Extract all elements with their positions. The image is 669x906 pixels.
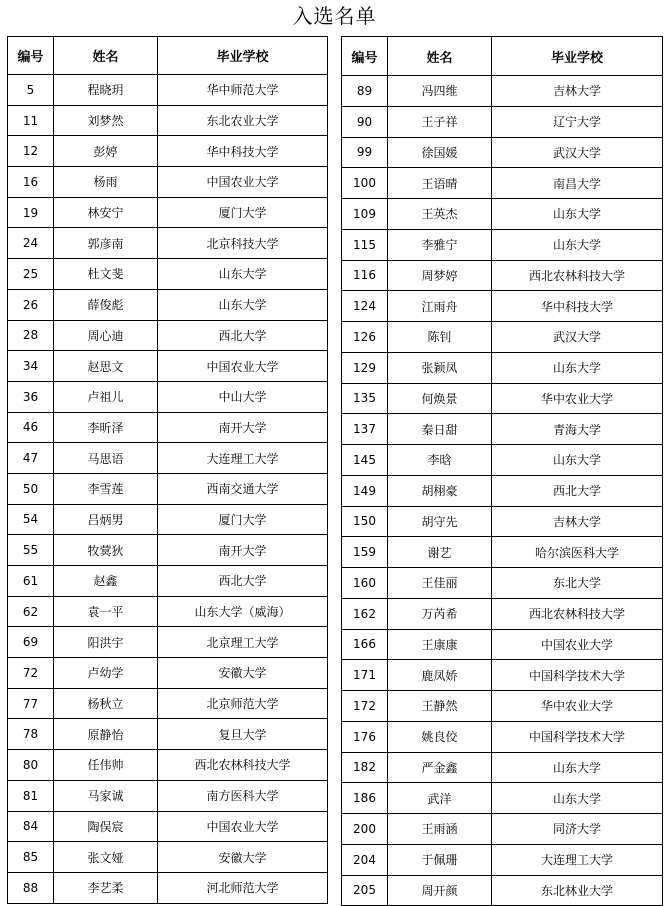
cell-school: 辽宁大学	[492, 106, 663, 137]
cell-name: 林安宁	[54, 197, 158, 228]
cell-name: 胡栩豪	[388, 475, 492, 506]
cell-num: 34	[8, 351, 54, 382]
cell-num: 186	[342, 783, 388, 814]
table-row	[342, 414, 663, 445]
cell-school: 安徽大学	[158, 658, 328, 689]
cell-num: 99	[342, 137, 388, 168]
cell-school: 中国农业大学	[492, 629, 663, 660]
cell-school: 武汉大学	[492, 322, 663, 353]
table-row	[342, 814, 663, 845]
cell-num: 115	[342, 229, 388, 260]
cell-num: 24	[8, 228, 54, 259]
cell-num: 135	[342, 383, 388, 414]
cell-name: 周心迪	[54, 320, 158, 351]
cell-school: 西北农林科技大学	[492, 260, 663, 291]
cell-num: 50	[8, 473, 54, 504]
cell-name: 李昕泽	[54, 412, 158, 443]
cell-school: 西北大学	[158, 320, 328, 351]
cell-school: 大连理工大学	[158, 443, 328, 474]
cell-num: 137	[342, 414, 388, 445]
cell-name: 原静怡	[54, 719, 158, 750]
cell-num: 116	[342, 260, 388, 291]
cell-school: 中国科学技术大学	[492, 660, 663, 691]
cell-school: 东北大学	[492, 568, 663, 599]
roster-table-left	[7, 36, 328, 904]
table-row	[8, 566, 328, 597]
table-row	[342, 137, 663, 168]
table-row	[342, 475, 663, 506]
cell-name: 王静然	[388, 691, 492, 722]
cell-num: 81	[8, 780, 54, 811]
cell-name: 周梦婷	[388, 260, 492, 291]
cell-name: 于佩珊	[388, 844, 492, 875]
cell-num: 69	[8, 627, 54, 658]
cell-num: 129	[342, 352, 388, 383]
cell-num: 126	[342, 322, 388, 353]
cell-name: 鹿凤娇	[388, 660, 492, 691]
table-row	[8, 688, 328, 719]
cell-school: 山东大学	[492, 199, 663, 230]
cell-school: 西北大学	[492, 475, 663, 506]
cell-name: 何焕景	[388, 383, 492, 414]
table-row	[342, 568, 663, 599]
table-row	[342, 260, 663, 291]
cell-num: 159	[342, 537, 388, 568]
cell-num: 182	[342, 752, 388, 783]
cell-school: 中山大学	[158, 381, 328, 412]
table-row	[8, 167, 328, 198]
header-num: 编号	[8, 37, 54, 75]
cell-name: 吕炳男	[54, 504, 158, 535]
table-row	[8, 842, 328, 873]
cell-name: 李雅宁	[388, 229, 492, 260]
cell-school: 华中农业大学	[492, 691, 663, 722]
header-school: 毕业学校	[158, 37, 328, 75]
table-row	[8, 320, 328, 351]
table-row	[8, 719, 328, 750]
cell-school: 西南交通大学	[158, 473, 328, 504]
cell-num: 160	[342, 568, 388, 599]
table-row	[342, 844, 663, 875]
cell-name: 江雨舟	[388, 291, 492, 322]
cell-num: 16	[8, 167, 54, 198]
cell-num: 109	[342, 199, 388, 230]
cell-num: 88	[8, 872, 54, 903]
cell-school: 华中师范大学	[158, 75, 328, 106]
cell-name: 谢艺	[388, 537, 492, 568]
cell-school: 吉林大学	[492, 76, 663, 107]
table-row	[342, 721, 663, 752]
cell-num: 172	[342, 691, 388, 722]
table-row	[8, 658, 328, 689]
cell-school: 复旦大学	[158, 719, 328, 750]
cell-school: 南开大学	[158, 412, 328, 443]
table-row	[8, 289, 328, 320]
cell-name: 王佳丽	[388, 568, 492, 599]
cell-name: 杨雨	[54, 167, 158, 198]
cell-name: 王英杰	[388, 199, 492, 230]
table-row	[342, 168, 663, 199]
table-row	[342, 445, 663, 476]
table-row	[342, 352, 663, 383]
cell-name: 阳洪宇	[54, 627, 158, 658]
cell-num: 200	[342, 814, 388, 845]
cell-name: 张文娅	[54, 842, 158, 873]
cell-school: 南方医科大学	[158, 780, 328, 811]
cell-num: 205	[342, 875, 388, 906]
table-row	[342, 660, 663, 691]
cell-name: 李晗	[388, 445, 492, 476]
cell-num: 25	[8, 259, 54, 290]
cell-num: 54	[8, 504, 54, 535]
table-row	[8, 596, 328, 627]
table-row	[8, 872, 328, 903]
cell-name: 任伟帅	[54, 750, 158, 781]
cell-num: 176	[342, 721, 388, 752]
cell-school: 西北大学	[158, 566, 328, 597]
cell-name: 卢幼学	[54, 658, 158, 689]
table-row	[8, 136, 328, 167]
cell-school: 南昌大学	[492, 168, 663, 199]
table-row	[8, 473, 328, 504]
table-row	[8, 811, 328, 842]
cell-name: 李雪莲	[54, 473, 158, 504]
header-name: 姓名	[54, 37, 158, 75]
cell-name: 刘梦然	[54, 105, 158, 136]
cell-name: 陶俣宸	[54, 811, 158, 842]
cell-name: 王语晴	[388, 168, 492, 199]
cell-num: 47	[8, 443, 54, 474]
cell-name: 武洋	[388, 783, 492, 814]
roster-table-right	[341, 36, 663, 906]
cell-school: 中国农业大学	[158, 167, 328, 198]
cell-num: 166	[342, 629, 388, 660]
cell-num: 46	[8, 412, 54, 443]
table-row	[342, 629, 663, 660]
table-row	[8, 750, 328, 781]
table-row	[342, 752, 663, 783]
cell-school: 西北农林科技大学	[158, 750, 328, 781]
cell-school: 南开大学	[158, 535, 328, 566]
cell-name: 杨秋立	[54, 688, 158, 719]
cell-name: 牧蓂狄	[54, 535, 158, 566]
cell-num: 19	[8, 197, 54, 228]
header-school: 毕业学校	[492, 37, 663, 76]
cell-name: 胡守先	[388, 506, 492, 537]
cell-school: 厦门大学	[158, 504, 328, 535]
cell-name: 李艺柔	[54, 872, 158, 903]
cell-school: 山东大学	[492, 229, 663, 260]
table-row	[8, 259, 328, 290]
cell-school: 山东大学	[158, 289, 328, 320]
cell-num: 26	[8, 289, 54, 320]
cell-name: 陈钊	[388, 322, 492, 353]
cell-num: 100	[342, 168, 388, 199]
cell-school: 华中科技大学	[492, 291, 663, 322]
table-row	[342, 106, 663, 137]
cell-name: 严金鑫	[388, 752, 492, 783]
cell-school: 河北师范大学	[158, 872, 328, 903]
cell-name: 赵鑫	[54, 566, 158, 597]
cell-school: 武汉大学	[492, 137, 663, 168]
cell-num: 80	[8, 750, 54, 781]
cell-num: 78	[8, 719, 54, 750]
cell-school: 安徽大学	[158, 842, 328, 873]
cell-name: 程晓玥	[54, 75, 158, 106]
cell-num: 72	[8, 658, 54, 689]
table-row	[342, 229, 663, 260]
table-row	[8, 105, 328, 136]
cell-name: 姚良佼	[388, 721, 492, 752]
table-row	[8, 228, 328, 259]
cell-school: 山东大学	[492, 752, 663, 783]
cell-school: 同济大学	[492, 814, 663, 845]
cell-school: 山东大学	[492, 352, 663, 383]
table-row	[342, 506, 663, 537]
cell-name: 袁一平	[54, 596, 158, 627]
cell-num: 124	[342, 291, 388, 322]
cell-num: 11	[8, 105, 54, 136]
cell-name: 秦日甜	[388, 414, 492, 445]
cell-school: 北京科技大学	[158, 228, 328, 259]
table-row	[342, 691, 663, 722]
cell-num: 149	[342, 475, 388, 506]
cell-name: 赵思文	[54, 351, 158, 382]
cell-name: 冯四维	[388, 76, 492, 107]
table-row	[342, 875, 663, 906]
table-row	[342, 383, 663, 414]
cell-num: 89	[342, 76, 388, 107]
table-header-row	[342, 37, 663, 76]
table-row	[342, 322, 663, 353]
cell-num: 204	[342, 844, 388, 875]
cell-name: 王子祥	[388, 106, 492, 137]
cell-school: 山东大学（威海）	[158, 596, 328, 627]
cell-name: 马家诚	[54, 780, 158, 811]
table-row	[342, 598, 663, 629]
table-row	[342, 783, 663, 814]
cell-name: 马思语	[54, 443, 158, 474]
header-name: 姓名	[388, 37, 492, 76]
cell-num: 36	[8, 381, 54, 412]
cell-school: 北京师范大学	[158, 688, 328, 719]
cell-school: 吉林大学	[492, 506, 663, 537]
table-row	[342, 76, 663, 107]
cell-num: 12	[8, 136, 54, 167]
header-num: 编号	[342, 37, 388, 76]
cell-school: 北京理工大学	[158, 627, 328, 658]
cell-name: 王雨涵	[388, 814, 492, 845]
cell-num: 171	[342, 660, 388, 691]
table-row	[342, 199, 663, 230]
cell-school: 青海大学	[492, 414, 663, 445]
table-row	[8, 412, 328, 443]
cell-name: 杜文斐	[54, 259, 158, 290]
cell-num: 55	[8, 535, 54, 566]
cell-num: 28	[8, 320, 54, 351]
cell-school: 厦门大学	[158, 197, 328, 228]
cell-school: 山东大学	[492, 445, 663, 476]
cell-num: 84	[8, 811, 54, 842]
table-row	[8, 351, 328, 382]
cell-school: 东北农业大学	[158, 105, 328, 136]
cell-school: 华中科技大学	[158, 136, 328, 167]
cell-name: 彭婷	[54, 136, 158, 167]
cell-school: 山东大学	[492, 783, 663, 814]
cell-num: 77	[8, 688, 54, 719]
table-row	[8, 535, 328, 566]
cell-school: 西北农林科技大学	[492, 598, 663, 629]
table-row	[8, 381, 328, 412]
cell-name: 周开颜	[388, 875, 492, 906]
cell-school: 中国农业大学	[158, 351, 328, 382]
table-row	[8, 75, 328, 106]
table-row	[8, 443, 328, 474]
table-row	[342, 537, 663, 568]
cell-name: 万芮希	[388, 598, 492, 629]
cell-num: 5	[8, 75, 54, 106]
cell-num: 62	[8, 596, 54, 627]
table-row	[8, 780, 328, 811]
cell-num: 162	[342, 598, 388, 629]
cell-num: 90	[342, 106, 388, 137]
table-row	[8, 197, 328, 228]
table-row	[8, 504, 328, 535]
cell-num: 85	[8, 842, 54, 873]
cell-name: 郭彦南	[54, 228, 158, 259]
page-title: 入选名单	[292, 4, 377, 28]
cell-school: 哈尔滨医科大学	[492, 537, 663, 568]
cell-num: 145	[342, 445, 388, 476]
cell-num: 150	[342, 506, 388, 537]
cell-school: 大连理工大学	[492, 844, 663, 875]
cell-school: 华中农业大学	[492, 383, 663, 414]
cell-school: 中国科学技术大学	[492, 721, 663, 752]
cell-name: 王康康	[388, 629, 492, 660]
cell-school: 中国农业大学	[158, 811, 328, 842]
table-header-row	[8, 37, 328, 75]
cell-name: 张颖凤	[388, 352, 492, 383]
cell-name: 卢祖儿	[54, 381, 158, 412]
table-row	[342, 291, 663, 322]
table-row	[8, 627, 328, 658]
cell-school: 东北林业大学	[492, 875, 663, 906]
cell-school: 山东大学	[158, 259, 328, 290]
cell-name: 徐国媛	[388, 137, 492, 168]
cell-num: 61	[8, 566, 54, 597]
cell-name: 薛俊彪	[54, 289, 158, 320]
